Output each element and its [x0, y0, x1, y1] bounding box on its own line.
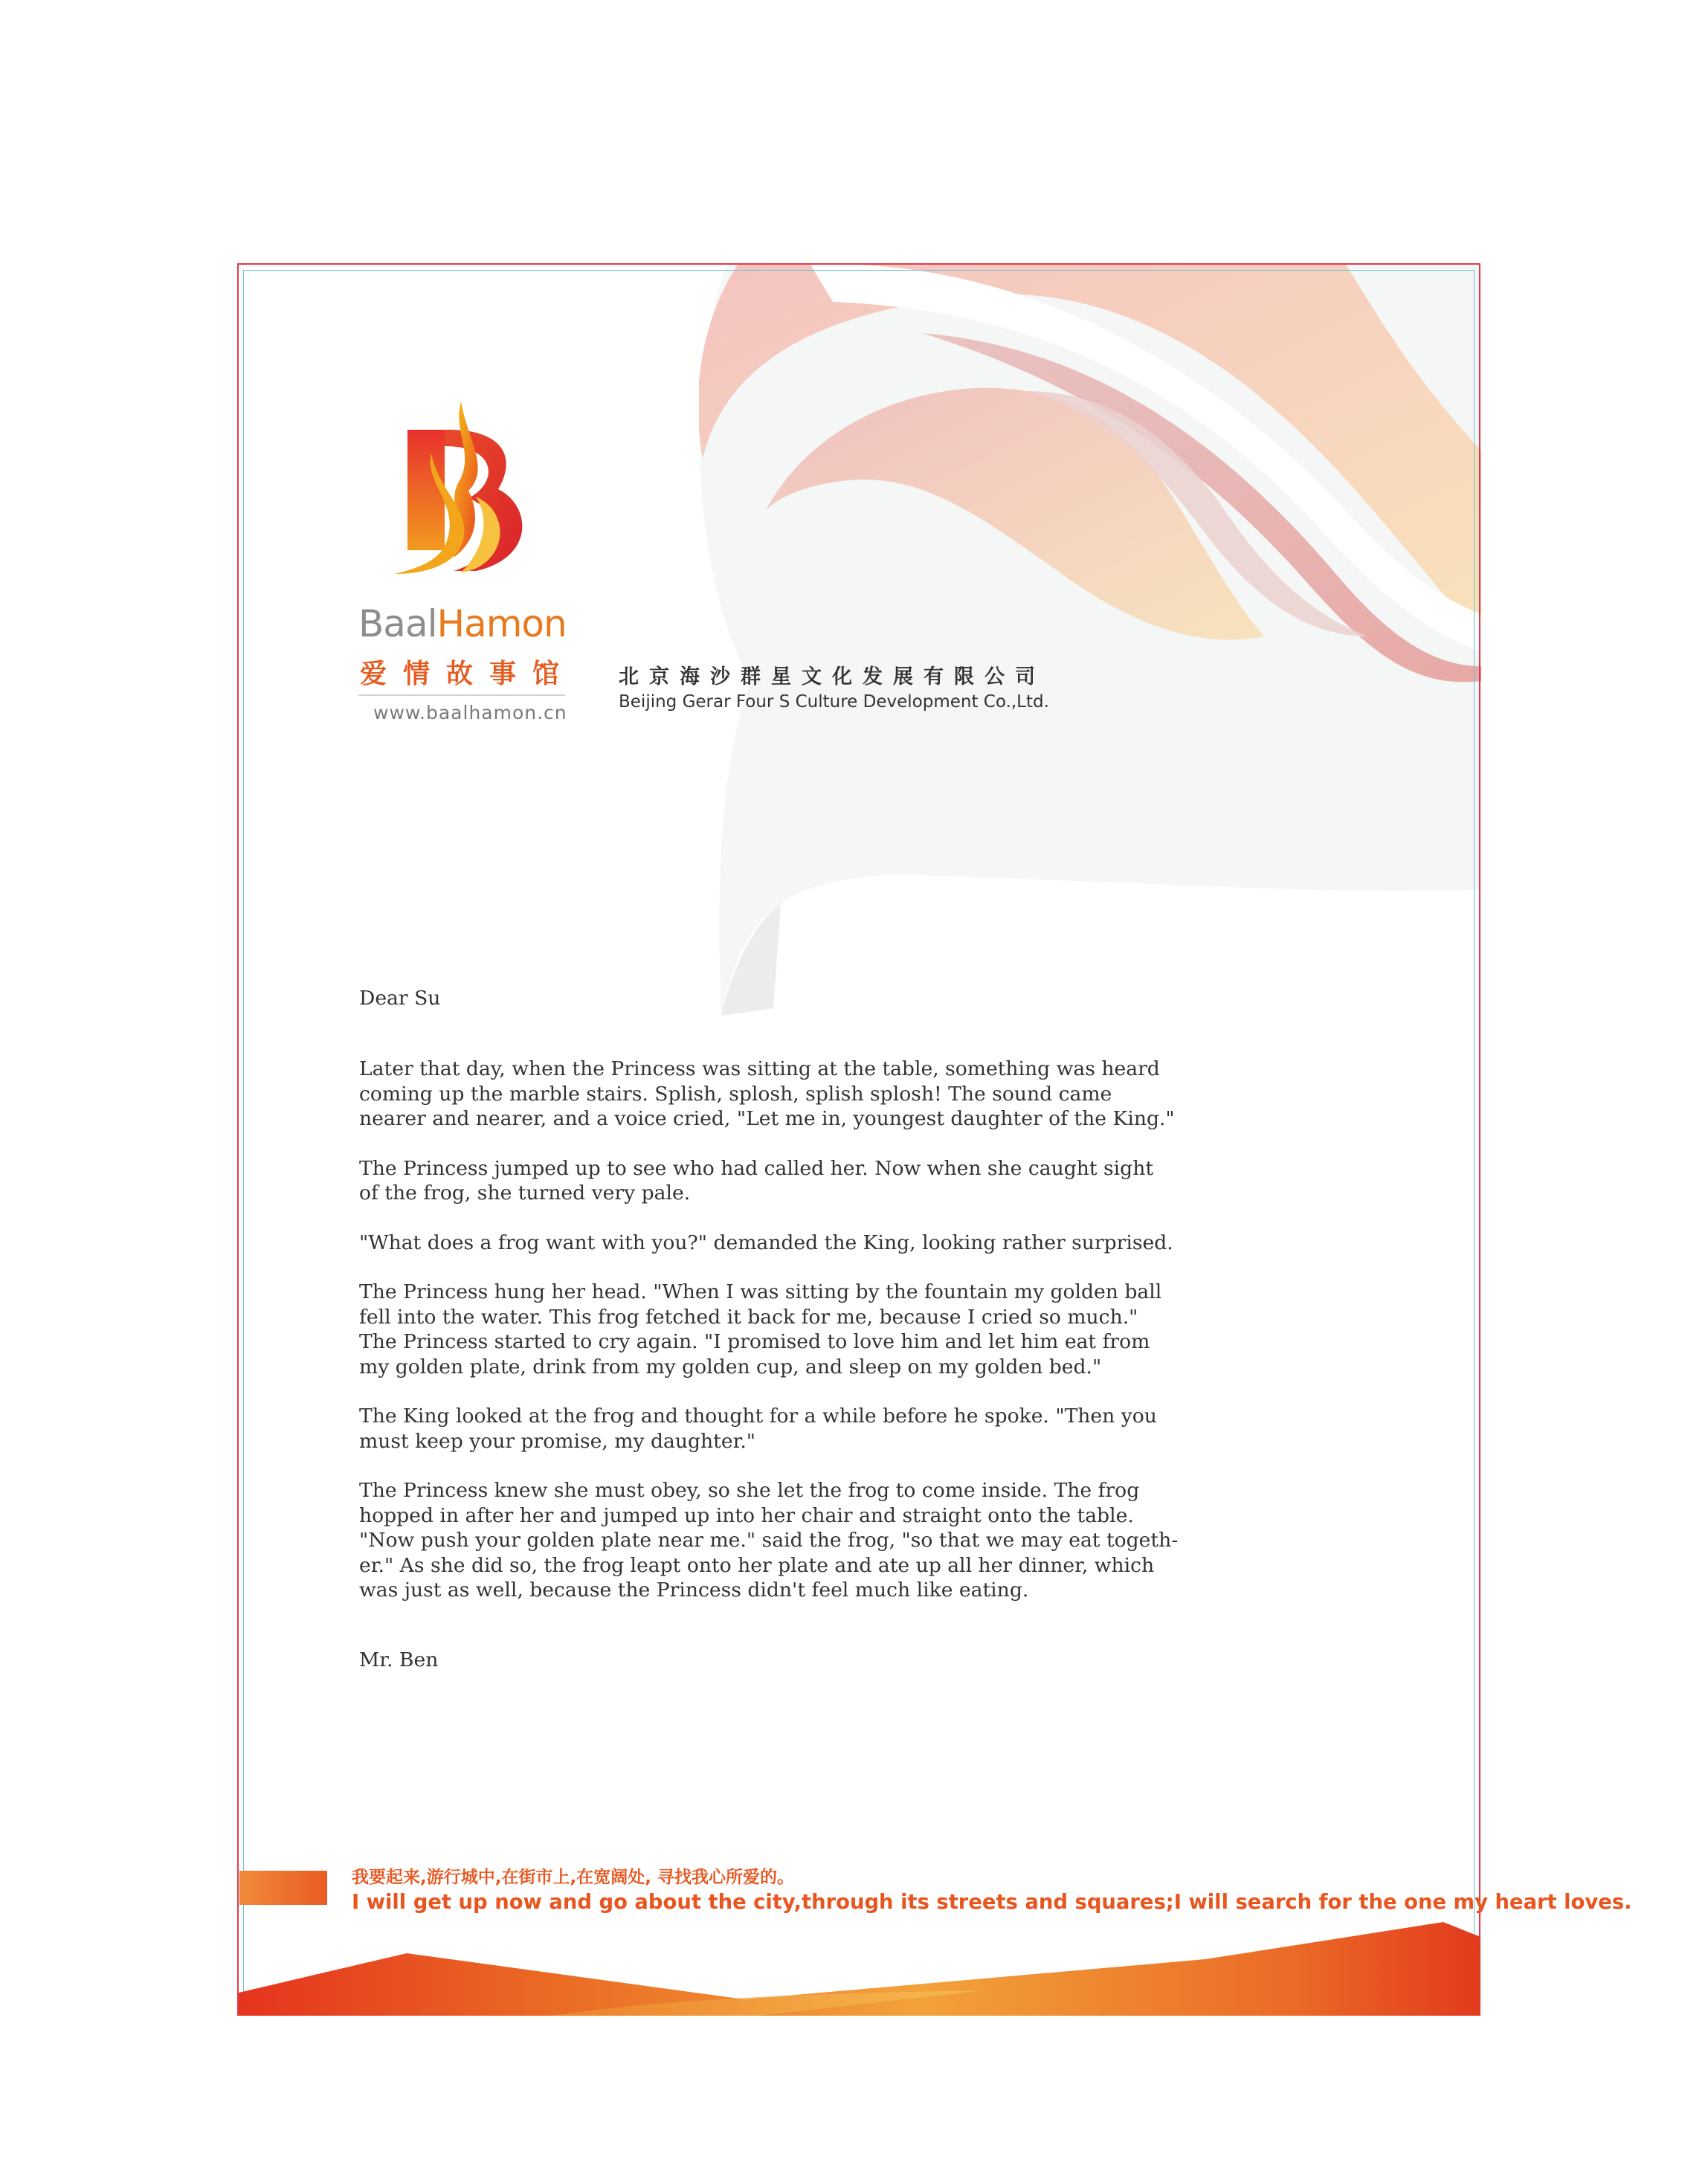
brand-name	[358, 602, 567, 645]
brand-url[interactable]: www.baalhamon.cn	[373, 702, 567, 723]
company-name-english: Beijing Gerar Four S Culture Development Co.,Ltd.	[619, 692, 1049, 712]
signature: Mr. Ben	[359, 1648, 439, 1671]
letter-paragraph: The Princess hung her head. "When I was sitting by the fountain my golden ball fell into the water. This frog fetched it back for me, because I cried so much." The Princess started to cry again. "I promised to love him and let him eat from my golden plate, drink from my golden cup, and sleep on my golden bed."	[359, 1280, 1162, 1379]
footer-wave-band	[239, 1922, 1480, 2016]
letter-paragraph: Later that day, when the Princess was sitting at the table, something was heard coming up the marble stairs. Splish, splosh, splish splosh! The sound came nearer and nearer, and a voice cried, "Let me in, youngest daughter of the King."	[359, 1057, 1175, 1130]
footer-slogan-chinese: 我要起来,游行城中,在街市上,在宽阔处, 寻找我心所爱的。	[352, 1868, 794, 1887]
letter-paragraph: "What does a frog want with you?" demanded the King, looking rather surprised.	[359, 1231, 1173, 1254]
letter-body	[359, 986, 1214, 1692]
flame-b-logo-icon	[387, 402, 535, 587]
company-name-chinese: 北京海沙群星文化发展有限公司	[619, 665, 1045, 689]
logo-divider	[358, 694, 565, 696]
brand-name-chinese: 爱情故事馆	[360, 659, 576, 689]
letter-paragraph: The Princess jumped up to see who had called her. Now when she caught sight of the frog, she turned very pale.	[359, 1156, 1154, 1205]
letter-paragraph: The Princess knew she must obey, so she let the frog to come inside. The frog hopped in after her and jumped up into her chair and straight onto the table. "Now push your golden plate near me." said the frog, "so that we may eat togeth- er." As she did so, the frog leapt onto her plate and ate up all her dinner, which was just as well, because the Princess didn't feel much like eating.	[359, 1479, 1179, 1602]
brand-name-part1: Baal	[358, 602, 437, 645]
footer-accent-tab	[239, 1871, 327, 1905]
salutation: Dear Su	[359, 987, 441, 1010]
letter-paragraph: The King looked at the frog and thought for a while before he spoke. "Then you must keep your promise, my daughter."	[359, 1405, 1157, 1453]
brand-name-part2: Hamon	[436, 602, 567, 645]
footer-slogan-english: I will get up now and go about the city,through its streets and squares;I will search for the one my heart loves.	[352, 1891, 1632, 1914]
